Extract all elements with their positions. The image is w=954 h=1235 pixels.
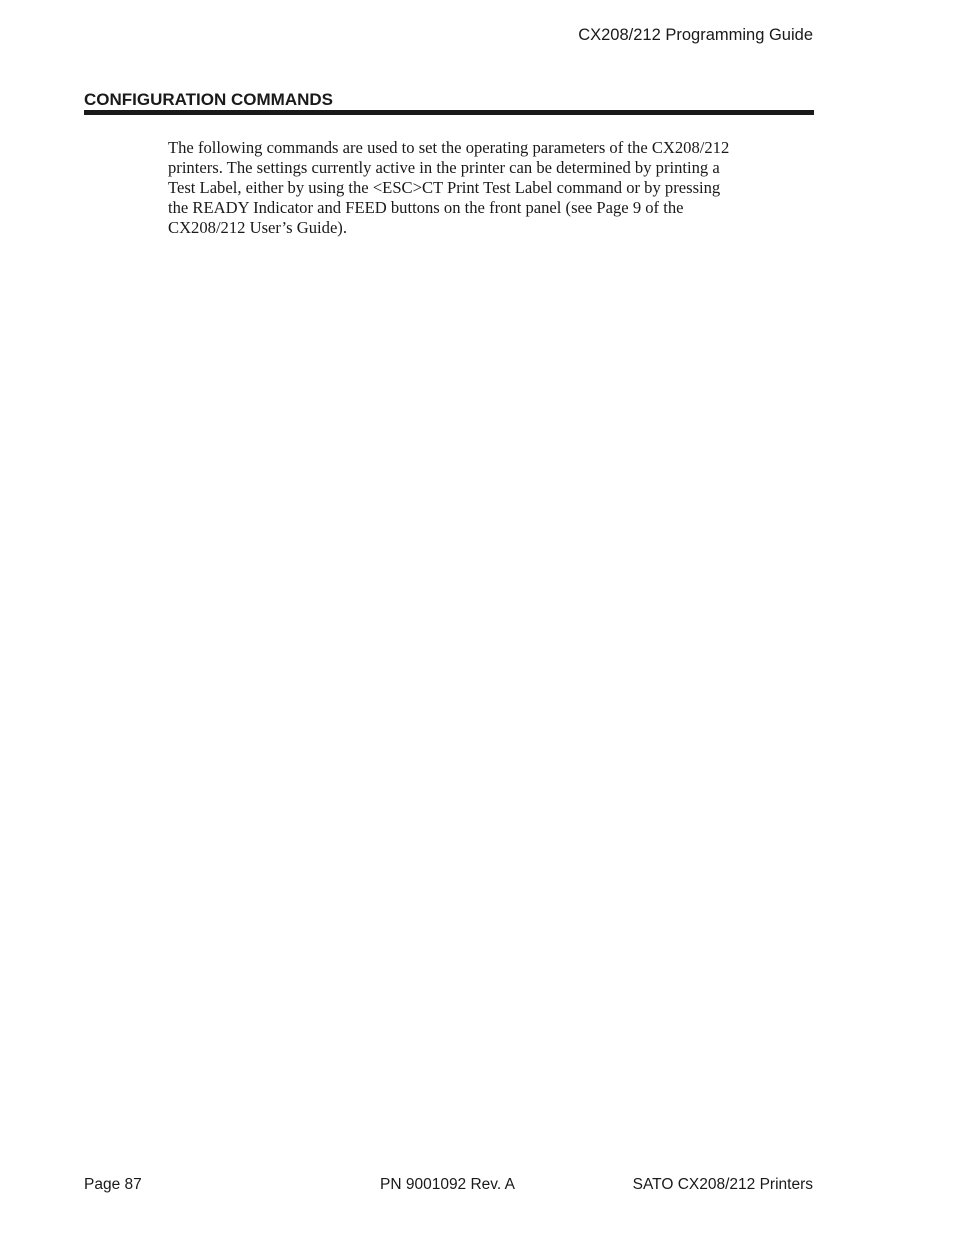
paragraph-line: the READY Indicator and FEED buttons on the front panel (see Page 9 of the: [168, 198, 684, 217]
footer-product-name: SATO CX208/212 Printers: [632, 1176, 813, 1193]
footer-page-number: Page 87: [84, 1176, 142, 1193]
paragraph-line: Test Label, either by using the <ESC>CT Print Test Label command or by pressing: [168, 178, 721, 197]
section-heading: CONFIGURATION COMMANDS: [84, 90, 333, 109]
paragraph-line: printers. The settings currently active in the printer can be determined by printing a: [168, 158, 720, 177]
paragraph-line: CX208/212 User’s Guide).: [168, 218, 347, 237]
heading-rule: [84, 110, 814, 115]
body-paragraph: [168, 138, 814, 238]
paragraph-line: The following commands are used to set the operating parameters of the CX208/212: [168, 138, 730, 157]
header-title: CX208/212 Programming Guide: [578, 26, 813, 44]
footer-part-number: PN 9001092 Rev. A: [380, 1176, 515, 1193]
